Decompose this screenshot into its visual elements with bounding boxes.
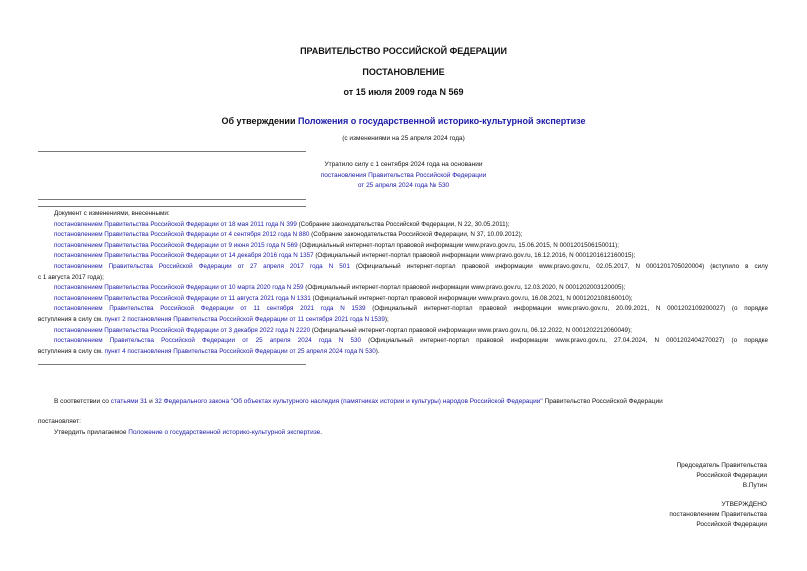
list-item <box>38 262 768 273</box>
continuation-text: ); <box>384 315 389 323</box>
document-date: от 15 июля 2009 года N 569 <box>343 87 464 97</box>
amendment-source: (Официальный интернет-портал правовой информации www.pravo.gov.ru, 12.03.2020, N 0001202003120005); <box>303 284 626 292</box>
document-type: ПОСТАНОВЛЕНИЕ <box>362 67 445 77</box>
amendment-link[interactable]: постановлением Правительства Российской Федерации от 11 августа 2021 года N 1331 <box>54 294 311 302</box>
expiry-link-1[interactable]: постановления Правительства Российской Федерации <box>320 171 487 179</box>
amendments-list <box>38 209 768 357</box>
list-item <box>38 294 768 305</box>
edition-note: (с изменениями на 25 апреля 2024 года) <box>342 135 465 142</box>
amendment-link[interactable]: постановлением Правительства Российской Федерации от 4 сентября 2012 года N 880 <box>54 231 310 239</box>
approval-clause <box>54 428 322 438</box>
title-link[interactable]: Положения о государственной историко-культурной экспертизе <box>297 116 586 126</box>
approval-text: . <box>320 429 323 436</box>
list-item-continuation <box>38 347 768 358</box>
preamble-text: Правительство Российской Федерации <box>542 398 663 405</box>
effective-date-link[interactable]: пункт 2 постановления Правительства Российской Федерации от 11 сентября 2021 года N 1539 <box>104 315 385 323</box>
amendment-link[interactable]: постановлением Правительства Российской Федерации от 14 декабря 2016 года N 1357 <box>54 252 314 260</box>
list-item <box>38 220 768 231</box>
signature-name: В.Путин <box>742 482 767 489</box>
decree-word: постановляет: <box>38 418 81 425</box>
expiry-notice <box>0 160 807 192</box>
title-prefix: Об утверждении <box>221 116 298 126</box>
divider <box>38 206 306 207</box>
list-item <box>38 230 768 241</box>
amendment-link[interactable]: постановлением Правительства Российской Федерации от 25 апреля 2024 года N 530 <box>54 337 361 345</box>
federal-law-link[interactable]: 32 Федерального закона "Об объектах культурного наследия (памятниках истории и культуры) народов Российской Федерации" <box>154 398 543 405</box>
expiry-link-2[interactable]: от 25 апреля 2024 года № 530 <box>357 182 450 189</box>
government-name: ПРАВИТЕЛЬСТВО РОССИЙСКОЙ ФЕДЕРАЦИИ <box>300 46 507 56</box>
amendment-source: (Собрание законодательства Российской Федерации, N 22, 30.05.2011); <box>296 220 510 228</box>
amendment-link[interactable]: постановлением Правительства Российской Федерации от 9 июня 2015 года N 569 <box>54 241 298 249</box>
list-item <box>38 304 768 315</box>
divider <box>38 364 306 365</box>
amendment-link[interactable]: постановлением Правительства Российской Федерации от 3 декабря 2022 года N 2220 <box>54 326 311 334</box>
amendment-link[interactable]: постановлением Правительства Российской Федерации от 11 сентября 2021 года N 1539 <box>54 305 366 313</box>
divider <box>38 151 306 152</box>
amendment-link[interactable]: постановлением Правительства Российской Федерации от 18 мая 2011 года N 399 <box>54 220 297 228</box>
approved-by: постановлением Правительства <box>669 511 767 518</box>
amendment-source: (Официальный интернет-портал правовой информации www.pravo.gov.ru, 16.08.2021, N 0001202108160010); <box>310 294 633 302</box>
signature-org: Российской Федерации <box>696 472 767 479</box>
amendment-source: (Официальный интернет-портал правовой информации www.pravo.gov.ru, 16.12.2016, N 0001201612160015); <box>313 252 636 260</box>
preamble <box>54 397 663 407</box>
expiry-line: Утратило силу с 1 сентября 2024 года на основании <box>324 161 483 168</box>
document-title <box>0 116 807 126</box>
divider <box>38 199 306 200</box>
list-item <box>38 283 768 294</box>
list-item <box>38 326 768 337</box>
amendment-source: (Официальный интернет-портал правовой информации www.pravo.gov.ru, 02.05.2017, N 0001201705020004) (вступило в силу <box>349 262 769 270</box>
amendment-source: (Официальный интернет-портал правовой информации www.pravo.gov.ru, 06.12.2022, N 0001202212060049); <box>310 326 632 334</box>
list-item <box>38 251 768 262</box>
amendment-source: (Собрание законодательства Российской Федерации, N 37, 10.09.2012); <box>309 231 523 239</box>
amendment-link[interactable]: постановлением Правительства Российской Федерации от 10 марта 2020 года N 259 <box>54 284 304 292</box>
amendment-source: (Официальный интернет-портал правовой информации www.pravo.gov.ru, 15.06.2015, N 0001201506150011); <box>297 241 619 249</box>
preamble-text: и <box>147 398 155 405</box>
continuation-text: ). <box>375 347 380 355</box>
signature-title: Председатель Правительства <box>676 462 767 469</box>
list-item <box>38 336 768 347</box>
list-item-continuation: с 1 августа 2017 года); <box>38 273 104 281</box>
continuation-text: вступления в силу см. <box>38 347 105 355</box>
signature-block <box>676 461 767 491</box>
amendment-source: (Официальный интернет-портал правовой информации www.pravo.gov.ru, 20.09.2021, N 0001202109200027) (о порядке <box>365 305 768 313</box>
list-item-continuation <box>38 315 768 326</box>
effective-date-link[interactable]: пункт 4 постановления Правительства Российской Федерации от 25 апреля 2024 года N 530 <box>104 347 376 355</box>
regulation-link[interactable]: Положение о государственной историко-культурной экспертизе <box>128 429 321 436</box>
approved-org: Российской Федерации <box>696 521 767 528</box>
list-item <box>38 241 768 252</box>
approved-label: УТВЕРЖДЕНО <box>721 501 767 508</box>
approval-text: Утвердить прилагаемое <box>54 429 129 436</box>
amendments-intro: Документ с изменениями, внесенными: <box>54 210 170 217</box>
article-31-link[interactable]: статьями 31 <box>110 398 148 405</box>
amendment-link[interactable]: постановлением Правительства Российской Федерации от 27 апреля 2017 года N 501 <box>54 262 350 270</box>
approved-block <box>669 500 767 530</box>
amendment-source: (Официальный интернет-портал правовой информации www.pravo.gov.ru, 27.04.2024, N 0001202404270027) (о порядке <box>360 337 768 345</box>
preamble-text: В соответствии со <box>54 398 111 405</box>
continuation-text: вступления в силу см. <box>38 315 105 323</box>
